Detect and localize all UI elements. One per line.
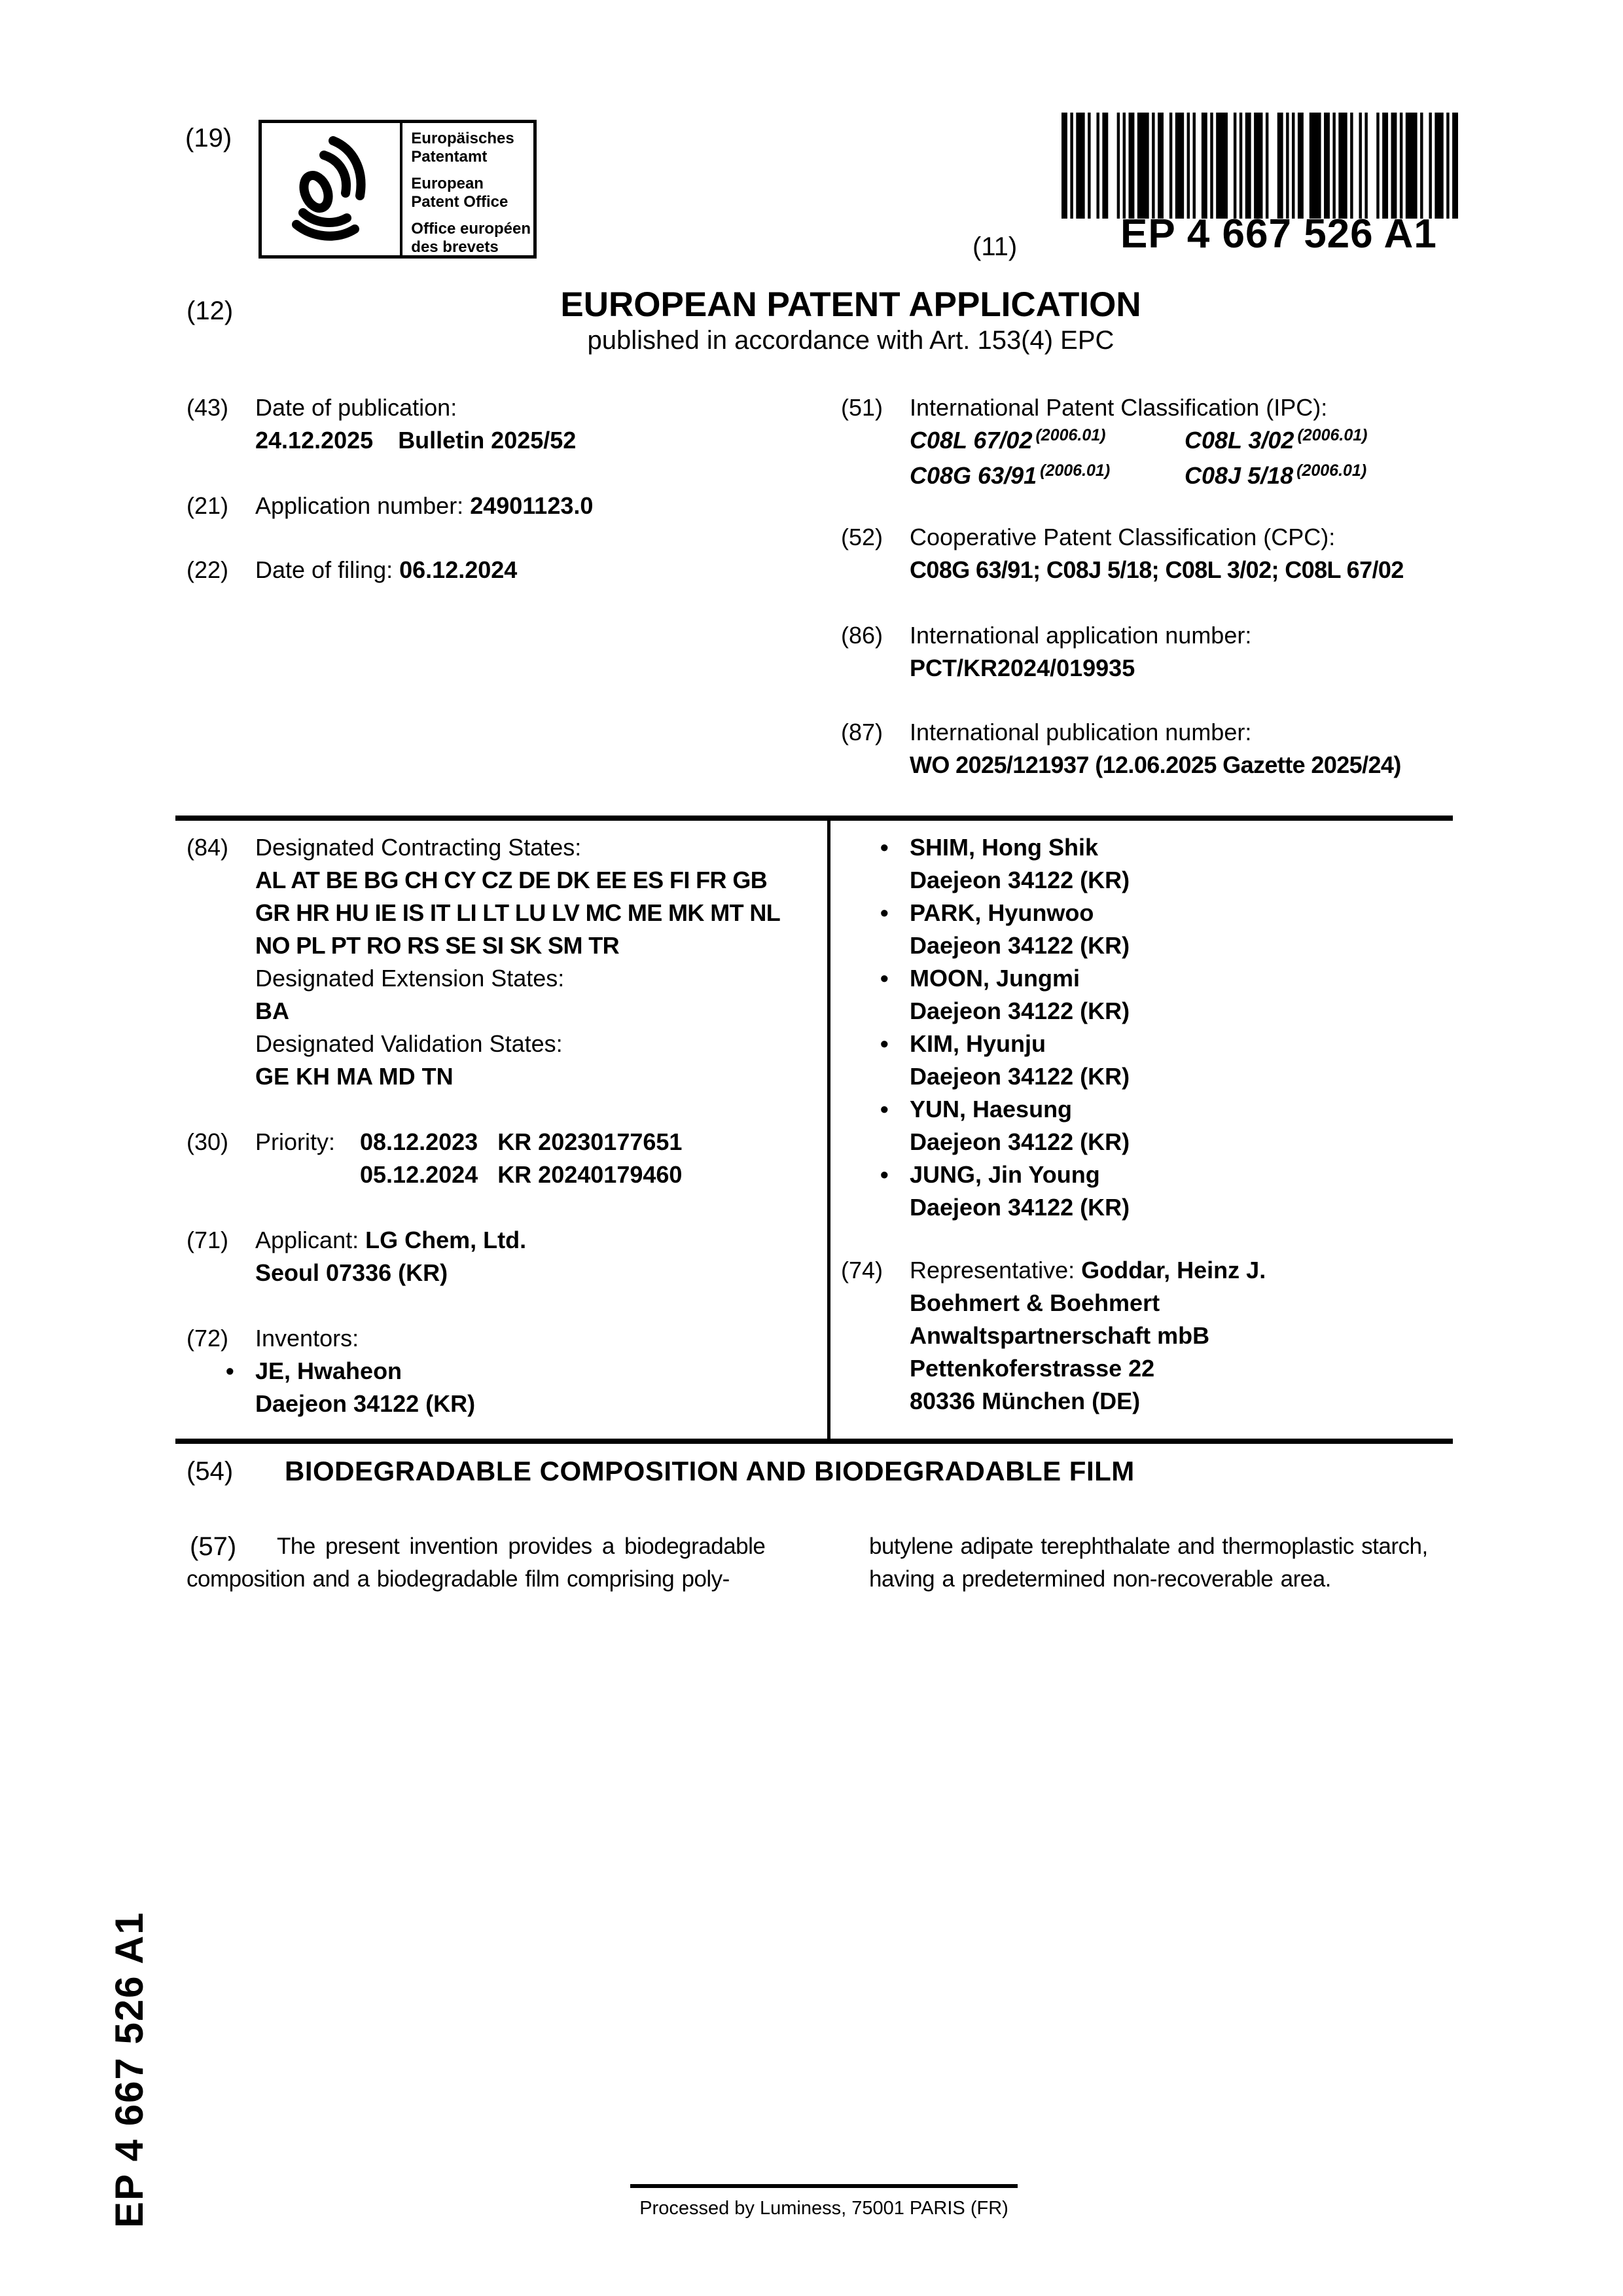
applicant-title: Applicant: — [255, 1227, 359, 1253]
epo-logo-icon — [282, 130, 380, 248]
inventor-address: Daejeon 34122 (KR) — [910, 1194, 1130, 1221]
inventor-address: Daejeon 34122 (KR) — [910, 1128, 1130, 1155]
invention-title: BIODEGRADABLE COMPOSITION AND BIODEGRADABLE FILM — [285, 1456, 1135, 1486]
inventor-item — [880, 1158, 1472, 1224]
application-number-title: Application number: — [255, 492, 464, 519]
inid-12-label: (12) — [187, 296, 234, 325]
designated-states-section — [187, 831, 815, 1093]
bulletin-number: Bulletin 2025/52 — [398, 427, 577, 454]
epo-logo-text-de: Europäisches Patentamt — [411, 130, 514, 166]
inid-72-label: (72) — [187, 1325, 229, 1352]
applicant-address: Seoul 07336 (KR) — [255, 1259, 448, 1286]
ipc-code: C08L 67/02 $^{(2006.01)}$ — [910, 426, 1106, 454]
intl-publication-number: WO 2025/121937 (12.06.2025 Gazette 2025/24) — [910, 751, 1401, 778]
inid-21-label: (21) — [187, 492, 229, 519]
inventor-item — [226, 1355, 476, 1420]
abstract-column-left — [187, 1530, 802, 1596]
date-of-filing-title: Date of filing: — [255, 556, 393, 583]
inventor-name: MOON, Jungmi — [910, 965, 1080, 992]
bullet-icon: • — [880, 1030, 889, 1057]
document-title-block — [275, 286, 1427, 357]
epo-logo-text-fr: Office européen des brevets — [411, 220, 531, 256]
inventor-item — [880, 1028, 1472, 1093]
filing-date: 06.12.2024 — [399, 556, 518, 583]
inid-43-label: (43) — [187, 394, 229, 421]
inventors-section-right — [880, 831, 1472, 1224]
priority-section — [187, 1126, 815, 1191]
inid-19-label: (19) — [185, 124, 232, 152]
bullet-icon: • — [226, 1357, 234, 1384]
separator-rule-bottom — [175, 1439, 1453, 1444]
inid-71-label: (71) — [187, 1227, 229, 1253]
bullet-icon: • — [880, 1161, 889, 1188]
inventor-address: Daejeon 34122 (KR) — [910, 932, 1130, 959]
intl-publication-number-row — [841, 716, 1469, 781]
inventor-name: JE, Hwaheon — [255, 1357, 402, 1384]
ipc-row — [841, 391, 1469, 495]
inid-57-label: (57) — [190, 1532, 237, 1561]
footer-rule — [630, 2184, 1018, 2188]
representative-line: Pettenkoferstrasse 22 — [910, 1355, 1155, 1382]
epo-logo-text-en: European Patent Office — [411, 175, 508, 211]
cpc-title: Cooperative Patent Classification (CPC): — [910, 524, 1336, 550]
inid-54-label: (54) — [187, 1457, 234, 1486]
bullet-icon: • — [880, 1096, 889, 1122]
abstract-line: butylene adipate terephthalate and thermoplastic starch, — [869, 1534, 1428, 1559]
contracting-states-line: NO PL PT RO RS SE SI SK SM TR — [255, 932, 620, 959]
inventors-title: Inventors: — [255, 1325, 359, 1352]
representative-title: Representative: — [910, 1257, 1075, 1283]
inventor-item — [880, 831, 1472, 897]
date-of-filing-row — [187, 554, 808, 586]
barcode — [1061, 113, 1458, 219]
abstract-line: The present invention provides a biodegradable — [277, 1534, 766, 1559]
epo-logo-figure — [262, 123, 402, 255]
document-type-title: EUROPEAN PATENT APPLICATION — [560, 285, 1141, 324]
inid-84-label: (84) — [187, 834, 229, 861]
representative-name: Goddar, Heinz J. — [1081, 1257, 1266, 1283]
representative-section — [841, 1254, 1469, 1418]
bullet-icon: • — [880, 965, 889, 992]
inventor-name: YUN, Haesung — [910, 1096, 1073, 1122]
priority-entry: 08.12.2023 KR 20230177651 — [360, 1128, 683, 1155]
inid-30-label: (30) — [187, 1128, 229, 1155]
inventor-item — [880, 897, 1472, 962]
inventor-name: PARK, Hyunwoo — [910, 899, 1094, 926]
epo-logo-box — [259, 120, 537, 259]
inventor-item — [880, 962, 1472, 1028]
validation-states-title: Designated Validation States: — [255, 1030, 563, 1057]
column-divider — [827, 816, 830, 1441]
separator-rule-top — [175, 816, 1453, 821]
invention-title-row — [187, 1454, 1469, 1488]
inid-74-label: (74) — [841, 1257, 883, 1283]
inventor-address: Daejeon 34122 (KR) — [255, 1390, 476, 1417]
intl-publication-title: International publication number: — [910, 719, 1252, 745]
representative-line: 80336 München (DE) — [910, 1388, 1141, 1414]
inid-86-label: (86) — [841, 622, 883, 649]
sidebar-publication-number: EP 4 667 526 A1 — [107, 1911, 151, 2228]
inventors-section-left — [187, 1322, 815, 1420]
intl-application-number: PCT/KR2024/019935 — [910, 655, 1135, 681]
inid-22-label: (22) — [187, 556, 229, 583]
inventor-address: Daejeon 34122 (KR) — [910, 997, 1130, 1024]
date-of-publication-row — [187, 391, 808, 457]
representative-line: Anwaltspartnerschaft mbB — [910, 1322, 1210, 1349]
abstract-line: composition and a biodegradable film comprising poly- — [187, 1566, 730, 1592]
ipc-code: C08G 63/91 $^{(2006.01)}$ — [910, 461, 1111, 489]
inventor-item — [880, 1093, 1472, 1158]
footer-text: Processed by Luminess, 75001 PARIS (FR) — [639, 2198, 1008, 2219]
cpc-codes: C08G 63/91; C08J 5/18; C08L 3/02; C08L 67/02 — [910, 556, 1404, 583]
inid-11-label: (11) — [972, 232, 1018, 261]
inventor-name: SHIM, Hong Shik — [910, 834, 1098, 861]
date-of-publication-title: Date of publication: — [255, 394, 457, 421]
ipc-code: C08J 5/18 $^{(2006.01)}$ — [1185, 461, 1367, 489]
applicant-section — [187, 1224, 815, 1289]
contracting-states-line: GR HR HU IE IS IT LI LT LU LV MC ME MK MT NL — [255, 899, 781, 926]
bullet-icon: • — [880, 834, 889, 861]
ipc-title: International Patent Classification (IPC): — [910, 394, 1328, 421]
inventor-address: Daejeon 34122 (KR) — [910, 867, 1130, 893]
intl-application-title: International application number: — [910, 622, 1252, 649]
publication-date: 24.12.2025 — [255, 427, 374, 454]
bullet-icon: • — [880, 899, 889, 926]
extension-states: BA — [255, 997, 289, 1024]
priority-title: Priority: — [255, 1128, 336, 1155]
priority-entry: 05.12.2024 KR 20240179460 — [360, 1161, 683, 1188]
abstract-column-right — [869, 1530, 1488, 1596]
abstract-line: having a predetermined non-recoverable area. — [869, 1566, 1331, 1592]
inid-52-label: (52) — [841, 524, 883, 550]
inid-51-label: (51) — [841, 394, 883, 421]
cpc-row — [841, 521, 1469, 586]
extension-states-title: Designated Extension States: — [255, 965, 565, 992]
representative-line: Boehmert & Boehmert — [910, 1289, 1160, 1316]
document-subtitle: published in accordance with Art. 153(4) EPC — [587, 326, 1115, 355]
epo-logo-text — [402, 123, 533, 255]
designated-states-title: Designated Contracting States: — [255, 834, 582, 861]
inventor-address: Daejeon 34122 (KR) — [910, 1063, 1130, 1090]
inid-87-label: (87) — [841, 719, 883, 745]
inventor-name: KIM, Hyunju — [910, 1030, 1046, 1057]
application-number: 24901123.0 — [470, 492, 594, 519]
contracting-states-line: AL AT BE BG CH CY CZ DE DK EE ES FI FR GB — [255, 867, 768, 893]
intl-application-number-row — [841, 619, 1469, 685]
inventor-name: JUNG, Jin Young — [910, 1161, 1100, 1188]
ipc-code: C08L 3/02 $^{(2006.01)}$ — [1185, 426, 1368, 454]
application-number-row — [187, 490, 808, 522]
applicant-name: LG Chem, Ltd. — [365, 1227, 527, 1253]
validation-states: GE KH MA MD TN — [255, 1063, 454, 1090]
publication-number: EP 4 667 526 A1 — [1120, 211, 1437, 257]
